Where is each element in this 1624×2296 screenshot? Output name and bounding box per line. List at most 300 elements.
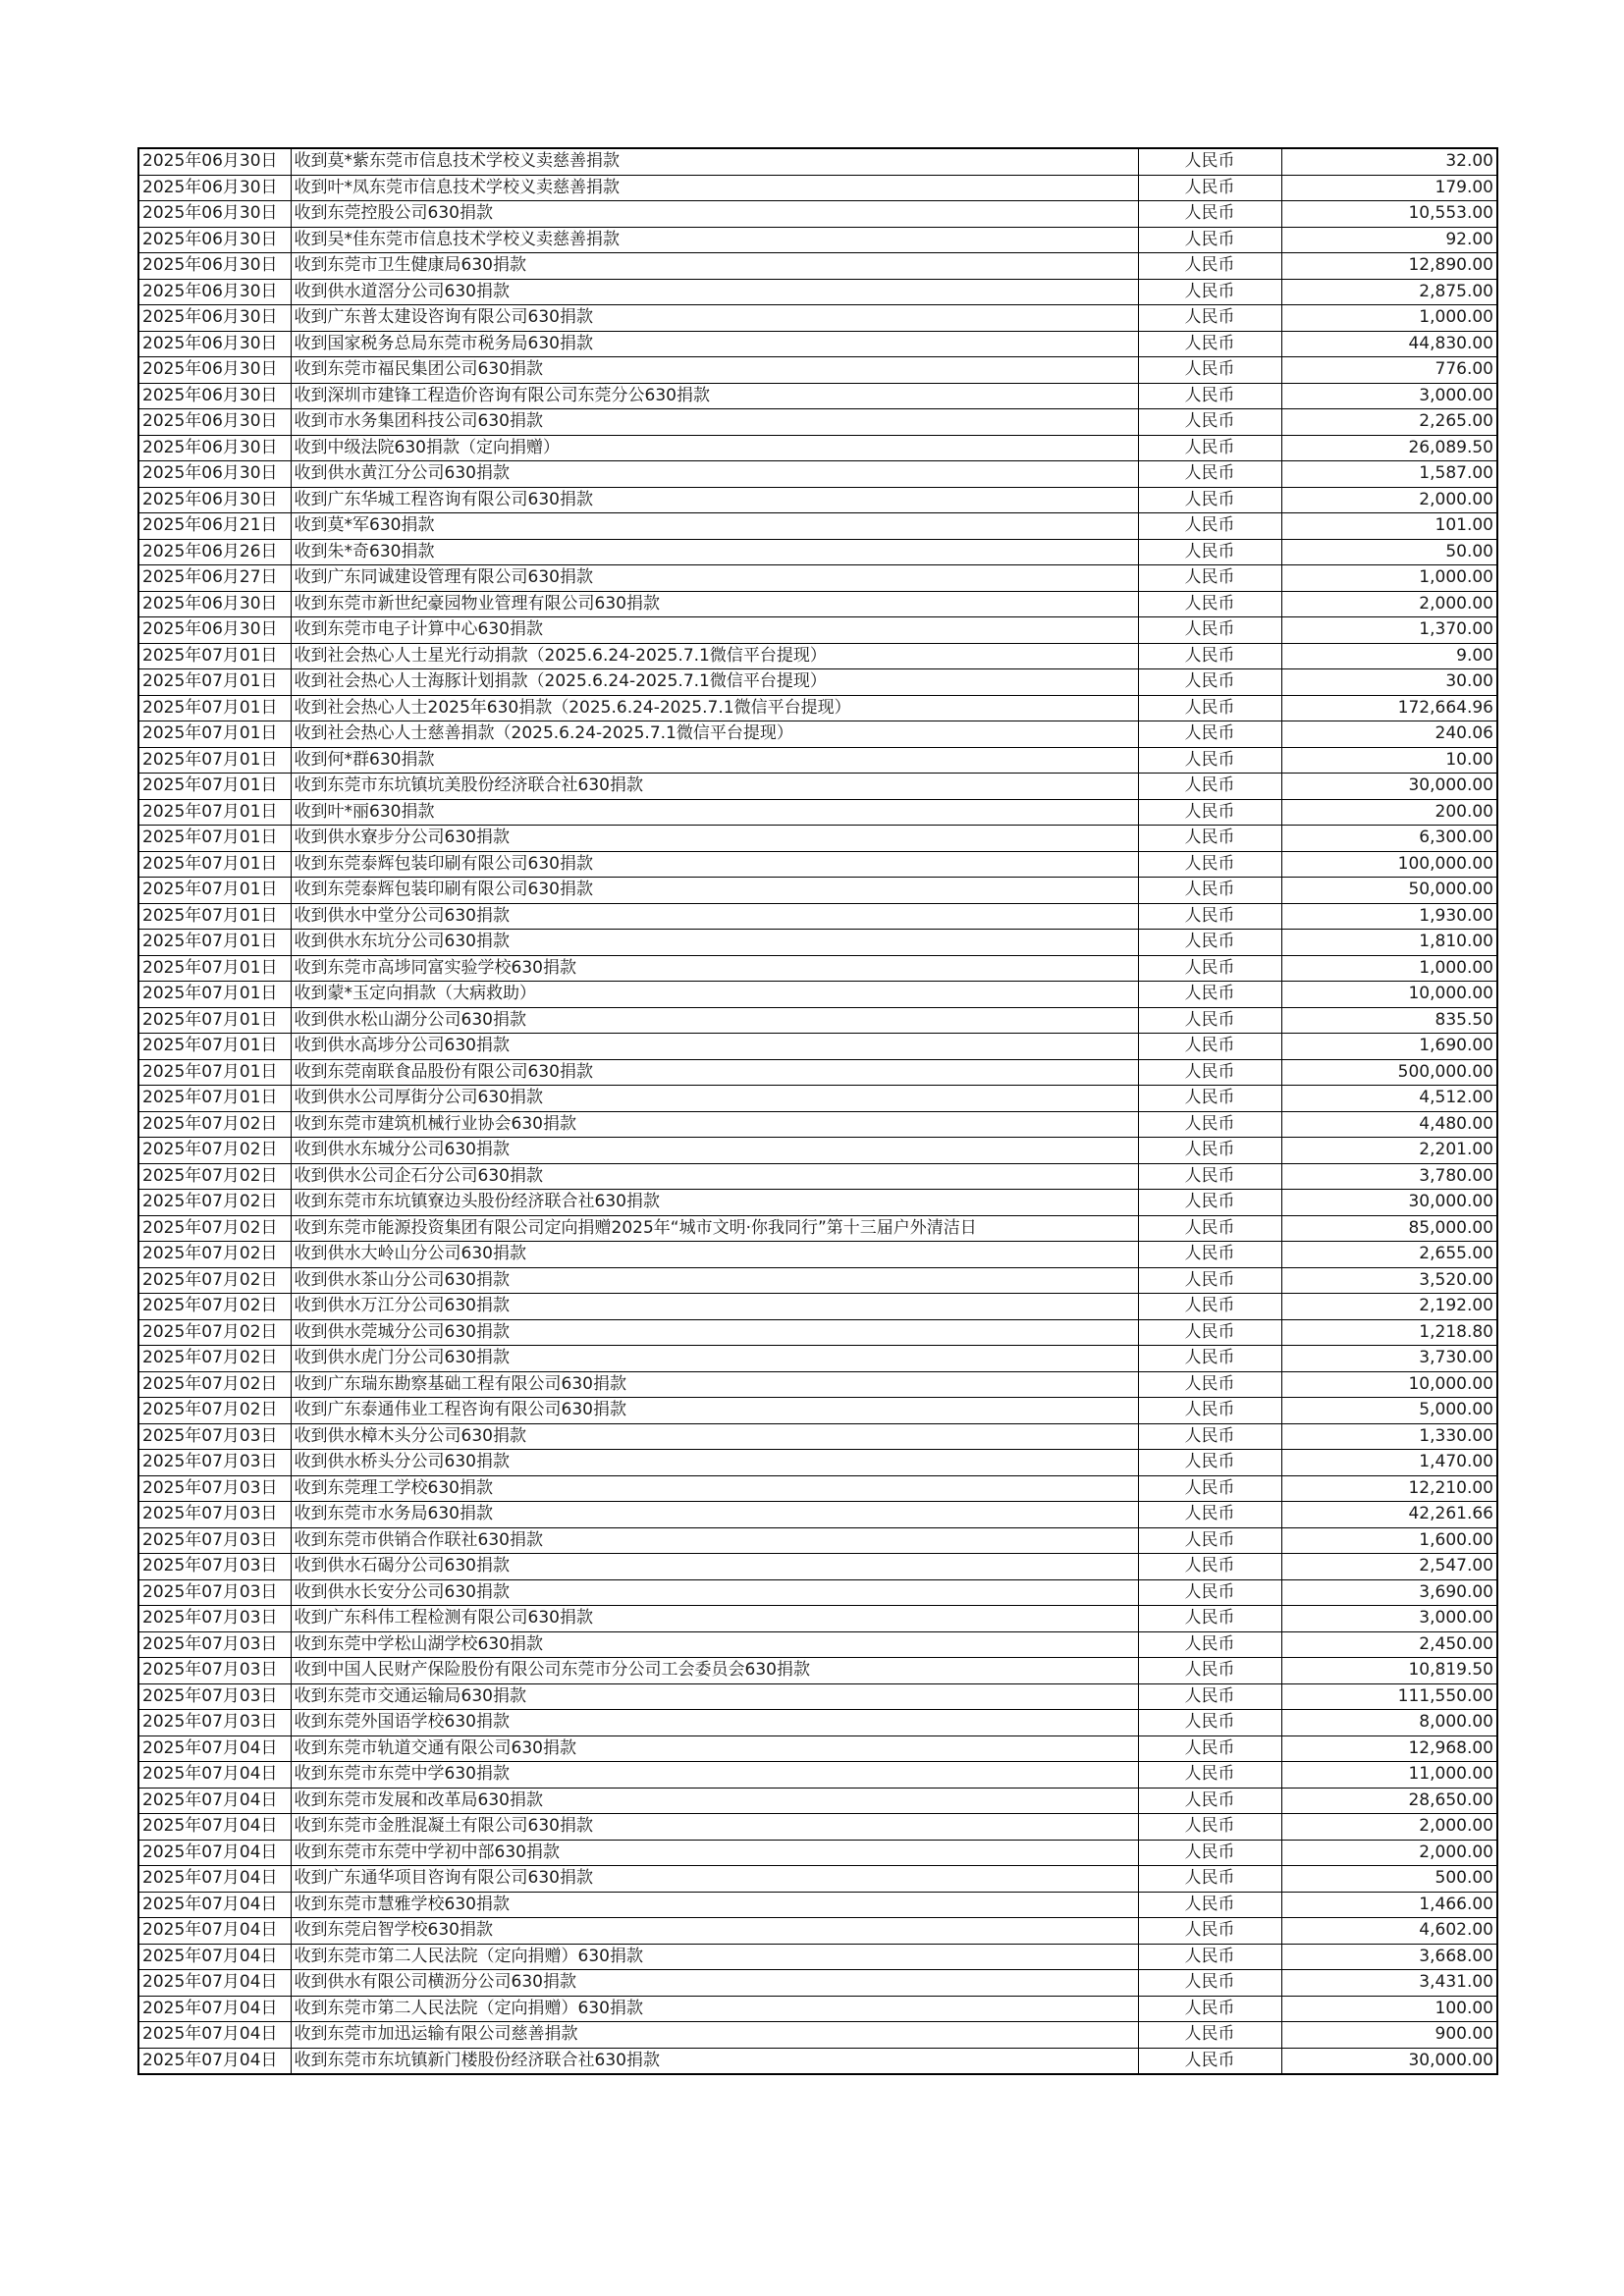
table-row — [138, 643, 1497, 669]
table-row — [138, 1579, 1497, 1606]
currency-cell: 人民币 — [1138, 227, 1281, 253]
amount-cell: 3,668.00 — [1281, 1944, 1497, 1970]
ledger-body — [138, 148, 1497, 2074]
amount-cell: 1,000.00 — [1281, 565, 1497, 592]
currency-cell: 人民币 — [1138, 851, 1281, 878]
table-row — [138, 1294, 1497, 1320]
date-cell: 2025年07月01日 — [138, 930, 291, 956]
description-cell: 收到东莞市高埗同富实验学校630捐款 — [291, 955, 1138, 982]
description-cell: 收到供水寮步分公司630捐款 — [291, 826, 1138, 852]
date-cell: 2025年06月30日 — [138, 331, 291, 357]
description-cell: 收到何*群630捐款 — [291, 747, 1138, 774]
description-cell: 收到东莞控股公司630捐款 — [291, 201, 1138, 228]
currency-cell: 人民币 — [1138, 2048, 1281, 2074]
currency-cell: 人民币 — [1138, 1138, 1281, 1164]
description-cell: 收到供水虎门分公司630捐款 — [291, 1346, 1138, 1372]
date-cell: 2025年06月30日 — [138, 617, 291, 644]
currency-cell: 人民币 — [1138, 1294, 1281, 1320]
amount-cell: 900.00 — [1281, 2022, 1497, 2049]
currency-cell: 人民币 — [1138, 1710, 1281, 1736]
currency-cell: 人民币 — [1138, 1319, 1281, 1346]
amount-cell: 30,000.00 — [1281, 2048, 1497, 2074]
description-cell: 收到东莞市卫生健康局630捐款 — [291, 253, 1138, 280]
amount-cell: 92.00 — [1281, 227, 1497, 253]
currency-cell: 人民币 — [1138, 1762, 1281, 1789]
currency-cell: 人民币 — [1138, 643, 1281, 669]
description-cell: 收到供水大岭山分公司630捐款 — [291, 1242, 1138, 1268]
amount-cell: 28,650.00 — [1281, 1788, 1497, 1814]
amount-cell: 11,000.00 — [1281, 1762, 1497, 1789]
amount-cell: 50.00 — [1281, 539, 1497, 565]
date-cell: 2025年06月30日 — [138, 279, 291, 305]
currency-cell: 人民币 — [1138, 1346, 1281, 1372]
date-cell: 2025年07月03日 — [138, 1450, 291, 1476]
date-cell: 2025年07月02日 — [138, 1346, 291, 1372]
date-cell: 2025年07月04日 — [138, 1892, 291, 1918]
table-row — [138, 721, 1497, 748]
currency-cell: 人民币 — [1138, 383, 1281, 409]
amount-cell: 1,218.80 — [1281, 1319, 1497, 1346]
description-cell: 收到东莞市金胜混凝土有限公司630捐款 — [291, 1814, 1138, 1841]
table-row — [138, 461, 1497, 488]
date-cell: 2025年07月04日 — [138, 1840, 291, 1866]
amount-cell: 2,875.00 — [1281, 279, 1497, 305]
amount-cell: 2,265.00 — [1281, 409, 1497, 436]
amount-cell: 10,819.50 — [1281, 1658, 1497, 1684]
amount-cell: 10.00 — [1281, 747, 1497, 774]
currency-cell: 人民币 — [1138, 1086, 1281, 1112]
description-cell: 收到社会热心人士海豚计划捐款（2025.6.24-2025.7.1微信平台提现） — [291, 669, 1138, 696]
table-row — [138, 539, 1497, 565]
amount-cell: 9.00 — [1281, 643, 1497, 669]
description-cell: 收到东莞市第二人民法院（定向捐赠）630捐款 — [291, 1944, 1138, 1970]
table-row — [138, 227, 1497, 253]
amount-cell: 3,520.00 — [1281, 1267, 1497, 1294]
date-cell: 2025年07月01日 — [138, 955, 291, 982]
table-row — [138, 175, 1497, 201]
amount-cell: 100,000.00 — [1281, 851, 1497, 878]
table-row — [138, 1450, 1497, 1476]
table-row — [138, 747, 1497, 774]
currency-cell: 人民币 — [1138, 1450, 1281, 1476]
currency-cell: 人民币 — [1138, 305, 1281, 332]
date-cell: 2025年07月03日 — [138, 1423, 291, 1450]
currency-cell: 人民币 — [1138, 1631, 1281, 1658]
date-cell: 2025年07月04日 — [138, 1762, 291, 1789]
amount-cell: 12,210.00 — [1281, 1475, 1497, 1502]
date-cell: 2025年07月01日 — [138, 695, 291, 721]
description-cell: 收到东莞市东坑镇新门楼股份经济联合社630捐款 — [291, 2048, 1138, 2074]
table-row — [138, 487, 1497, 513]
currency-cell: 人民币 — [1138, 487, 1281, 513]
currency-cell: 人民币 — [1138, 1735, 1281, 1762]
amount-cell: 4,602.00 — [1281, 1918, 1497, 1945]
table-row — [138, 1554, 1497, 1580]
description-cell: 收到东莞市建筑机械行业协会630捐款 — [291, 1111, 1138, 1138]
description-cell: 收到东莞市东坑镇坑美股份经济联合社630捐款 — [291, 774, 1138, 800]
amount-cell: 776.00 — [1281, 357, 1497, 384]
date-cell: 2025年07月04日 — [138, 1996, 291, 2022]
description-cell: 收到叶*丽630捐款 — [291, 799, 1138, 826]
table-row — [138, 1814, 1497, 1841]
table-row — [138, 851, 1497, 878]
currency-cell: 人民币 — [1138, 826, 1281, 852]
currency-cell: 人民币 — [1138, 982, 1281, 1008]
amount-cell: 2,655.00 — [1281, 1242, 1497, 1268]
amount-cell: 26,089.50 — [1281, 435, 1497, 461]
date-cell: 2025年07月04日 — [138, 1944, 291, 1970]
table-row — [138, 955, 1497, 982]
date-cell: 2025年07月03日 — [138, 1683, 291, 1710]
amount-cell: 240.06 — [1281, 721, 1497, 748]
date-cell: 2025年06月30日 — [138, 591, 291, 617]
donation-ledger-table — [137, 147, 1498, 2075]
description-cell: 收到朱*奇630捐款 — [291, 539, 1138, 565]
description-cell: 收到供水公司厚街分公司630捐款 — [291, 1086, 1138, 1112]
date-cell: 2025年07月02日 — [138, 1267, 291, 1294]
description-cell: 收到供水东坑分公司630捐款 — [291, 930, 1138, 956]
amount-cell: 835.50 — [1281, 1007, 1497, 1034]
currency-cell: 人民币 — [1138, 1996, 1281, 2022]
amount-cell: 1,466.00 — [1281, 1892, 1497, 1918]
currency-cell: 人民币 — [1138, 2022, 1281, 2049]
description-cell: 收到吴*佳东莞市信息技术学校义卖慈善捐款 — [291, 227, 1138, 253]
table-row — [138, 1710, 1497, 1736]
currency-cell: 人民币 — [1138, 253, 1281, 280]
description-cell: 收到供水黄江分公司630捐款 — [291, 461, 1138, 488]
description-cell: 收到供水松山湖分公司630捐款 — [291, 1007, 1138, 1034]
amount-cell: 10,000.00 — [1281, 982, 1497, 1008]
currency-cell: 人民币 — [1138, 513, 1281, 540]
table-row — [138, 279, 1497, 305]
amount-cell: 85,000.00 — [1281, 1215, 1497, 1242]
date-cell: 2025年07月04日 — [138, 1866, 291, 1893]
currency-cell: 人民币 — [1138, 774, 1281, 800]
amount-cell: 2,201.00 — [1281, 1138, 1497, 1164]
currency-cell: 人民币 — [1138, 1111, 1281, 1138]
table-row — [138, 1086, 1497, 1112]
description-cell: 收到供水桥头分公司630捐款 — [291, 1450, 1138, 1476]
amount-cell: 2,547.00 — [1281, 1554, 1497, 1580]
description-cell: 收到东莞市交通运输局630捐款 — [291, 1683, 1138, 1710]
table-row — [138, 1242, 1497, 1268]
date-cell: 2025年07月02日 — [138, 1319, 291, 1346]
description-cell: 收到供水石碣分公司630捐款 — [291, 1554, 1138, 1580]
table-row — [138, 1658, 1497, 1684]
table-row — [138, 1918, 1497, 1945]
date-cell: 2025年06月30日 — [138, 175, 291, 201]
table-row — [138, 409, 1497, 436]
date-cell: 2025年07月04日 — [138, 1735, 291, 1762]
currency-cell: 人民币 — [1138, 1190, 1281, 1216]
amount-cell: 3,431.00 — [1281, 1970, 1497, 1997]
date-cell: 2025年07月03日 — [138, 1527, 291, 1554]
currency-cell: 人民币 — [1138, 1423, 1281, 1450]
amount-cell: 3,000.00 — [1281, 1606, 1497, 1632]
table-row — [138, 565, 1497, 592]
amount-cell: 30,000.00 — [1281, 774, 1497, 800]
table-row — [138, 1215, 1497, 1242]
date-cell: 2025年06月30日 — [138, 201, 291, 228]
currency-cell: 人民币 — [1138, 799, 1281, 826]
description-cell: 收到广东通华项目咨询有限公司630捐款 — [291, 1866, 1138, 1893]
currency-cell: 人民币 — [1138, 1788, 1281, 1814]
description-cell: 收到广东华城工程咨询有限公司630捐款 — [291, 487, 1138, 513]
table-row — [138, 1866, 1497, 1893]
description-cell: 收到供水茶山分公司630捐款 — [291, 1267, 1138, 1294]
date-cell: 2025年07月01日 — [138, 799, 291, 826]
table-row — [138, 799, 1497, 826]
description-cell: 收到东莞泰辉包装印刷有限公司630捐款 — [291, 851, 1138, 878]
currency-cell: 人民币 — [1138, 1683, 1281, 1710]
description-cell: 收到东莞启智学校630捐款 — [291, 1918, 1138, 1945]
date-cell: 2025年07月01日 — [138, 878, 291, 904]
table-row — [138, 305, 1497, 332]
table-row — [138, 2048, 1497, 2074]
date-cell: 2025年07月03日 — [138, 1658, 291, 1684]
currency-cell: 人民币 — [1138, 1398, 1281, 1424]
date-cell: 2025年07月01日 — [138, 826, 291, 852]
table-row — [138, 1319, 1497, 1346]
table-row — [138, 1346, 1497, 1372]
description-cell: 收到东莞外国语学校630捐款 — [291, 1710, 1138, 1736]
description-cell: 收到东莞市新世纪豪园物业管理有限公司630捐款 — [291, 591, 1138, 617]
description-cell: 收到广东普太建设咨询有限公司630捐款 — [291, 305, 1138, 332]
description-cell: 收到供水中堂分公司630捐款 — [291, 903, 1138, 930]
date-cell: 2025年06月30日 — [138, 148, 291, 175]
table-row — [138, 1840, 1497, 1866]
amount-cell: 30,000.00 — [1281, 1190, 1497, 1216]
table-row — [138, 617, 1497, 644]
date-cell: 2025年07月03日 — [138, 1631, 291, 1658]
description-cell: 收到社会热心人士慈善捐款（2025.6.24-2025.7.1微信平台提现） — [291, 721, 1138, 748]
amount-cell: 12,968.00 — [1281, 1735, 1497, 1762]
description-cell: 收到国家税务总局东莞市税务局630捐款 — [291, 331, 1138, 357]
date-cell: 2025年07月01日 — [138, 1034, 291, 1060]
description-cell: 收到广东同诚建设管理有限公司630捐款 — [291, 565, 1138, 592]
currency-cell: 人民币 — [1138, 695, 1281, 721]
description-cell: 收到东莞市东莞中学630捐款 — [291, 1762, 1138, 1789]
date-cell: 2025年07月01日 — [138, 643, 291, 669]
table-row — [138, 1398, 1497, 1424]
date-cell: 2025年06月27日 — [138, 565, 291, 592]
table-row — [138, 669, 1497, 696]
date-cell: 2025年07月01日 — [138, 721, 291, 748]
description-cell: 收到东莞市福民集团公司630捐款 — [291, 357, 1138, 384]
description-cell: 收到东莞市能源投资集团有限公司定向捐赠2025年“城市文明·你我同行”第十三届户外清洁日 — [291, 1215, 1138, 1242]
amount-cell: 500,000.00 — [1281, 1059, 1497, 1086]
amount-cell: 500.00 — [1281, 1866, 1497, 1893]
currency-cell: 人民币 — [1138, 1892, 1281, 1918]
amount-cell: 10,000.00 — [1281, 1371, 1497, 1398]
date-cell: 2025年06月30日 — [138, 253, 291, 280]
table-row — [138, 435, 1497, 461]
date-cell: 2025年07月01日 — [138, 903, 291, 930]
amount-cell: 8,000.00 — [1281, 1710, 1497, 1736]
table-row — [138, 591, 1497, 617]
currency-cell: 人民币 — [1138, 903, 1281, 930]
currency-cell: 人民币 — [1138, 461, 1281, 488]
date-cell: 2025年07月02日 — [138, 1242, 291, 1268]
table-row — [138, 1996, 1497, 2022]
description-cell: 收到东莞市发展和改革局630捐款 — [291, 1788, 1138, 1814]
date-cell: 2025年07月02日 — [138, 1371, 291, 1398]
amount-cell: 1,000.00 — [1281, 955, 1497, 982]
date-cell: 2025年07月01日 — [138, 1086, 291, 1112]
date-cell: 2025年07月01日 — [138, 1059, 291, 1086]
table-row — [138, 1892, 1497, 1918]
date-cell: 2025年07月04日 — [138, 1918, 291, 1945]
amount-cell: 172,664.96 — [1281, 695, 1497, 721]
date-cell: 2025年06月21日 — [138, 513, 291, 540]
currency-cell: 人民币 — [1138, 617, 1281, 644]
table-row — [138, 1683, 1497, 1710]
currency-cell: 人民币 — [1138, 1970, 1281, 1997]
table-row — [138, 1475, 1497, 1502]
date-cell: 2025年07月03日 — [138, 1502, 291, 1528]
amount-cell: 30.00 — [1281, 669, 1497, 696]
date-cell: 2025年07月04日 — [138, 2022, 291, 2049]
currency-cell: 人民币 — [1138, 721, 1281, 748]
table-row — [138, 1788, 1497, 1814]
table-row — [138, 331, 1497, 357]
table-row — [138, 1267, 1497, 1294]
amount-cell: 1,470.00 — [1281, 1450, 1497, 1476]
currency-cell: 人民币 — [1138, 331, 1281, 357]
currency-cell: 人民币 — [1138, 1944, 1281, 1970]
amount-cell: 2,450.00 — [1281, 1631, 1497, 1658]
date-cell: 2025年07月01日 — [138, 774, 291, 800]
date-cell: 2025年07月04日 — [138, 1814, 291, 1841]
table-row — [138, 930, 1497, 956]
amount-cell: 2,000.00 — [1281, 1814, 1497, 1841]
table-row — [138, 1138, 1497, 1164]
currency-cell: 人民币 — [1138, 175, 1281, 201]
amount-cell: 179.00 — [1281, 175, 1497, 201]
table-row — [138, 357, 1497, 384]
currency-cell: 人民币 — [1138, 148, 1281, 175]
amount-cell: 6,300.00 — [1281, 826, 1497, 852]
currency-cell: 人民币 — [1138, 1579, 1281, 1606]
currency-cell: 人民币 — [1138, 669, 1281, 696]
date-cell: 2025年07月03日 — [138, 1710, 291, 1736]
amount-cell: 2,192.00 — [1281, 1294, 1497, 1320]
description-cell: 收到东莞市水务局630捐款 — [291, 1502, 1138, 1528]
table-row — [138, 148, 1497, 175]
description-cell: 收到供水公司企石分公司630捐款 — [291, 1163, 1138, 1190]
amount-cell: 1,690.00 — [1281, 1034, 1497, 1060]
date-cell: 2025年07月01日 — [138, 747, 291, 774]
table-row — [138, 774, 1497, 800]
amount-cell: 100.00 — [1281, 1996, 1497, 2022]
currency-cell: 人民币 — [1138, 1163, 1281, 1190]
currency-cell: 人民币 — [1138, 1866, 1281, 1893]
date-cell: 2025年06月30日 — [138, 487, 291, 513]
amount-cell: 5,000.00 — [1281, 1398, 1497, 1424]
table-row — [138, 1527, 1497, 1554]
amount-cell: 1,330.00 — [1281, 1423, 1497, 1450]
currency-cell: 人民币 — [1138, 1267, 1281, 1294]
table-row — [138, 903, 1497, 930]
amount-cell: 10,553.00 — [1281, 201, 1497, 228]
currency-cell: 人民币 — [1138, 539, 1281, 565]
description-cell: 收到供水道滘分公司630捐款 — [291, 279, 1138, 305]
amount-cell: 1,370.00 — [1281, 617, 1497, 644]
amount-cell: 2,000.00 — [1281, 1840, 1497, 1866]
amount-cell: 42,261.66 — [1281, 1502, 1497, 1528]
description-cell: 收到供水高埗分公司630捐款 — [291, 1034, 1138, 1060]
description-cell: 收到供水樟木头分公司630捐款 — [291, 1423, 1138, 1450]
currency-cell: 人民币 — [1138, 1059, 1281, 1086]
description-cell: 收到广东科伟工程检测有限公司630捐款 — [291, 1606, 1138, 1632]
date-cell: 2025年06月30日 — [138, 461, 291, 488]
currency-cell: 人民币 — [1138, 1215, 1281, 1242]
currency-cell: 人民币 — [1138, 1606, 1281, 1632]
amount-cell: 4,512.00 — [1281, 1086, 1497, 1112]
date-cell: 2025年07月04日 — [138, 1970, 291, 1997]
date-cell: 2025年07月03日 — [138, 1579, 291, 1606]
amount-cell: 111,550.00 — [1281, 1683, 1497, 1710]
date-cell: 2025年07月04日 — [138, 2048, 291, 2074]
date-cell: 2025年06月26日 — [138, 539, 291, 565]
table-row — [138, 695, 1497, 721]
table-row — [138, 826, 1497, 852]
date-cell: 2025年07月02日 — [138, 1190, 291, 1216]
currency-cell: 人民币 — [1138, 409, 1281, 436]
currency-cell: 人民币 — [1138, 878, 1281, 904]
currency-cell: 人民币 — [1138, 955, 1281, 982]
currency-cell: 人民币 — [1138, 435, 1281, 461]
table-row — [138, 1762, 1497, 1789]
description-cell: 收到深圳市建锋工程造价咨询有限公司东莞分公630捐款 — [291, 383, 1138, 409]
table-row — [138, 1371, 1497, 1398]
description-cell: 收到东莞市电子计算中心630捐款 — [291, 617, 1138, 644]
date-cell: 2025年07月02日 — [138, 1138, 291, 1164]
table-row — [138, 1631, 1497, 1658]
table-row — [138, 1163, 1497, 1190]
table-row — [138, 1735, 1497, 1762]
amount-cell: 3,000.00 — [1281, 383, 1497, 409]
table-row — [138, 2022, 1497, 2049]
currency-cell: 人民币 — [1138, 1242, 1281, 1268]
date-cell: 2025年06月30日 — [138, 435, 291, 461]
description-cell: 收到莫*军630捐款 — [291, 513, 1138, 540]
date-cell: 2025年07月01日 — [138, 669, 291, 696]
table-row — [138, 878, 1497, 904]
description-cell: 收到广东泰通伟业工程咨询有限公司630捐款 — [291, 1398, 1138, 1424]
table-row — [138, 1606, 1497, 1632]
description-cell: 收到供水有限公司横沥分公司630捐款 — [291, 1970, 1138, 1997]
date-cell: 2025年06月30日 — [138, 305, 291, 332]
description-cell: 收到市水务集团科技公司630捐款 — [291, 409, 1138, 436]
description-cell: 收到社会热心人士2025年630捐款（2025.6.24-2025.7.1微信平台提现） — [291, 695, 1138, 721]
currency-cell: 人民币 — [1138, 1502, 1281, 1528]
description-cell: 收到供水长安分公司630捐款 — [291, 1579, 1138, 1606]
table-row — [138, 513, 1497, 540]
description-cell: 收到莫*紫东莞市信息技术学校义卖慈善捐款 — [291, 148, 1138, 175]
description-cell: 收到中级法院630捐款（定向捐赠） — [291, 435, 1138, 461]
description-cell: 收到东莞市慧雅学校630捐款 — [291, 1892, 1138, 1918]
amount-cell: 2,000.00 — [1281, 591, 1497, 617]
date-cell: 2025年07月04日 — [138, 1788, 291, 1814]
amount-cell: 32.00 — [1281, 148, 1497, 175]
table-row — [138, 1111, 1497, 1138]
table-row — [138, 253, 1497, 280]
date-cell: 2025年06月30日 — [138, 383, 291, 409]
currency-cell: 人民币 — [1138, 1814, 1281, 1841]
date-cell: 2025年07月03日 — [138, 1606, 291, 1632]
description-cell: 收到东莞市加迅运输有限公司慈善捐款 — [291, 2022, 1138, 2049]
